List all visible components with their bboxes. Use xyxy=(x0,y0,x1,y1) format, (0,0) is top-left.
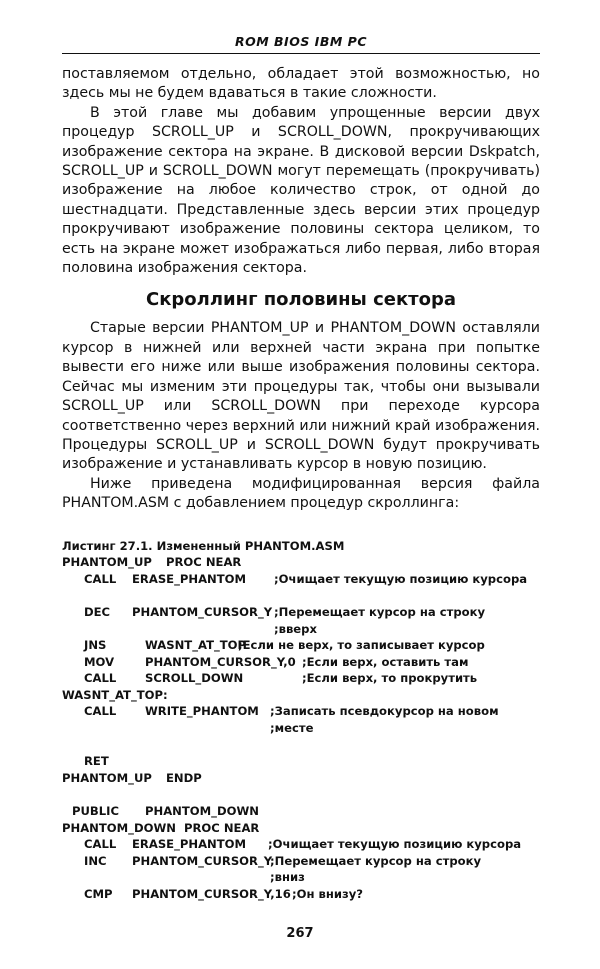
code-comment: ;Если не верх, то записывает курсор xyxy=(238,638,485,653)
code-line xyxy=(62,720,540,737)
code-mnemonic: CALL xyxy=(84,671,117,686)
code-line xyxy=(62,869,540,886)
code-mnemonic: CALL xyxy=(84,704,117,719)
code-line xyxy=(62,820,540,837)
paragraph: Старые версии PHANTOM_UP и PHANTOM_DOWN оставляли курсор в нижней или верхней части экрана при попытке вывести его ниже или выше изображения половины сектора. Сейчас мы изменим эти процедуры так, чтобы они вызывали SCROLL_UP или SCROLL_DOWN при переходе курсора соответственно через верхний или нижний край изображения. Процедуры SCROLL_UP и SCROLL_DOWN будут прокручивать изображение и устанавливать курсор в новую позицию. xyxy=(62,320,540,473)
code-mnemonic: DEC xyxy=(84,604,111,619)
code-line xyxy=(62,687,540,704)
code-mnemonic: JNS xyxy=(84,638,107,653)
code-listing xyxy=(62,538,540,903)
code-line xyxy=(62,803,540,820)
code-line xyxy=(62,554,540,571)
code-comment: ;Если верх, оставить там xyxy=(302,654,469,669)
page xyxy=(62,34,540,903)
code-operand: PHANTOM_CURSOR_Y,16 xyxy=(132,887,291,901)
code-line xyxy=(62,571,540,588)
code-line xyxy=(62,637,540,654)
blank-line xyxy=(62,587,540,604)
code-operand: PHANTOM_CURSOR_Y xyxy=(132,853,273,868)
code-line xyxy=(62,621,540,638)
code-operand: PHANTOM_DOWN xyxy=(145,804,259,819)
paragraph: поставляемом отдельно, обладает этой возможностью, но здесь мы не будем вдаваться в такие сложности. xyxy=(62,66,540,102)
paragraph: Ниже приведена модифицированная версия файла PHANTOM.ASM с добавлением процедур скроллинга: xyxy=(62,475,540,512)
code-line xyxy=(62,654,540,671)
code-operand: PROC NEAR xyxy=(184,820,260,835)
code-operand: SCROLL_DOWN xyxy=(145,671,244,686)
section-title: Скроллинг половины сектора xyxy=(145,289,457,311)
code-line xyxy=(62,886,540,903)
code-label: PHANTOM_UP xyxy=(62,770,152,785)
code-comment: ;Очищает текущую позицию курсора xyxy=(268,837,522,852)
code-operand: ENDP xyxy=(166,770,202,785)
code-line xyxy=(62,703,540,720)
code-line xyxy=(62,670,540,687)
listing-caption-text: Листинг 27.1. Измененный PHANTOM.ASM xyxy=(62,538,345,553)
blank-line xyxy=(62,786,540,803)
code-line xyxy=(62,753,540,770)
code-mnemonic: RET xyxy=(84,754,109,769)
paragraph: В этой главе мы добавим упрощенные версии двух процедур SCROLL_UP и SCROLL_DOWN, прокручивающих изображение сектора на экране. В дисковой версии Dskpatch, SCROLL_UP и SCROLL_DOWN могут перемещать (прокручивать) изображение на любое количество строк, от одной до шестнадцати. Представленные здесь версии этих процедур прокручивают изображение половины сектора целиком, то есть на экране может изображаться либо первая, либо вторая половина изображения сектора. xyxy=(62,104,540,277)
code-operand: WRITE_PHANTOM xyxy=(145,704,259,719)
code-operand: ERASE_PHANTOM xyxy=(132,571,247,586)
blank-line xyxy=(62,737,540,754)
code-comment: ;Он внизу? xyxy=(292,887,364,901)
code-operand: ERASE_PHANTOM xyxy=(132,837,247,852)
code-comment: ;месте xyxy=(270,721,314,736)
code-mnemonic: CMP xyxy=(84,887,113,901)
code-comment: ;Перемещает курсор на строку xyxy=(270,853,482,868)
code-line xyxy=(62,853,540,870)
code-comment: ;Перемещает курсор на строку xyxy=(274,604,486,619)
code-line xyxy=(62,604,540,621)
code-comment: ;вниз xyxy=(270,870,305,885)
code-label: PHANTOM_DOWN xyxy=(62,820,176,835)
code-mnemonic: CALL xyxy=(84,837,117,852)
code-mnemonic: CALL xyxy=(84,571,117,586)
code-mnemonic: INC xyxy=(84,853,107,868)
code-operand: PROC NEAR xyxy=(166,555,242,570)
listing-caption xyxy=(62,538,540,555)
code-comment: ;Очищает текущую позицию курсора xyxy=(274,571,528,586)
code-label: WASNT_AT_TOP: xyxy=(62,687,168,702)
page-number: 267 xyxy=(286,926,314,941)
code-line xyxy=(62,770,540,787)
code-operand: PHANTOM_CURSOR_Y xyxy=(132,604,273,619)
code-operand: PHANTOM_CURSOR_Y,0 xyxy=(145,654,296,669)
running-header: ROM BIOS IBM PC xyxy=(62,34,540,54)
code-label: PHANTOM_UP xyxy=(62,555,152,570)
code-line xyxy=(62,836,540,853)
code-comment: ;Если верх, то прокрутить xyxy=(302,671,478,686)
code-comment: ;Записать псевдокурсор на новом xyxy=(270,704,499,719)
code-operand: WASNT_AT_TOP xyxy=(145,638,247,653)
code-mnemonic: PUBLIC xyxy=(72,804,119,819)
code-mnemonic: MOV xyxy=(84,654,115,669)
code-comment: ;вверх xyxy=(274,621,317,636)
